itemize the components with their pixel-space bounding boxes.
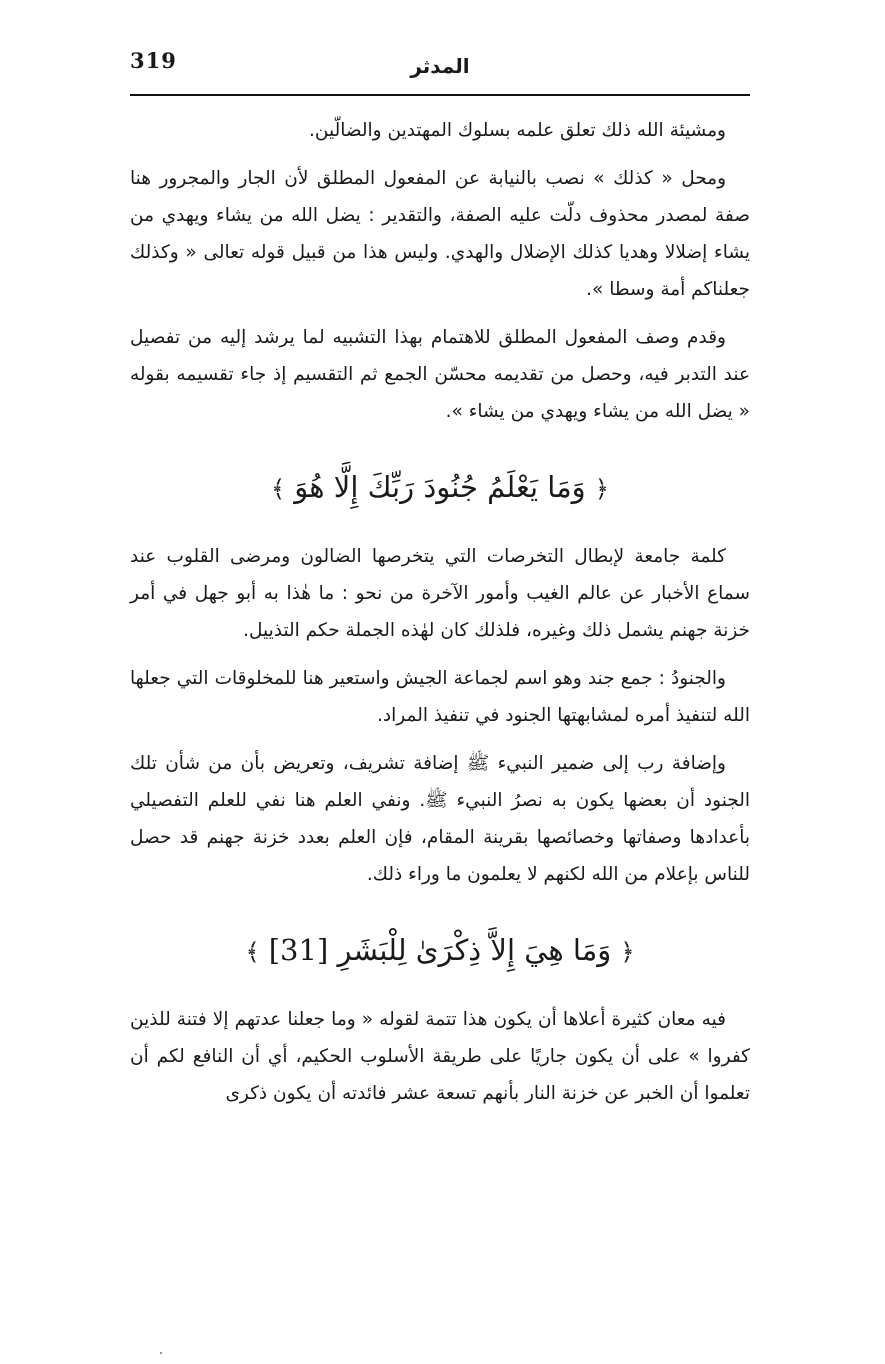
paragraph: كلمة جامعة لإبطال التخرصات التي يتخرصها الضالون ومرضى القلوب عند سماع الأخبار عن عالم الغيب وأمور الآخرة من نحو : ما هٰذا به أبو جهل في أمر خزنة جهنم يشمل ذلك وغيره، فلذلك كان لهٰذه الجملة حكم التذييل.: [130, 546, 750, 641]
page-body: [130, 112, 750, 1123]
verse-close-bracket: ﴾: [245, 938, 260, 966]
quran-verse: [130, 464, 750, 512]
page-header: [130, 44, 750, 94]
paragraph: فيه معان كثيرة أعلاها أن يكون هذا تتمة لقوله « وما جعلنا عدتهم إلا فتنة للذين كفروا » على أن يكون جاريًا على طريقة الأسلوب الحكيم، أي أن النافع لكم أن تعلموا أن الخبر عن خزنة النار بأنهم تسعة عشر فائدته أن يكون ذكرى: [130, 1009, 750, 1104]
running-title: المدثر: [410, 54, 470, 78]
verse-close-bracket: ﴾: [271, 475, 286, 503]
paragraph: ومحل « كذلك » نصب بالنيابة عن المفعول المطلق لأن الجار والمجرور هنا صفة لمصدر محذوف دلّت عليه الصفة، والتقدير : يضل الله من يشاء ويهدي من يشاء إضلالا وهديا كذلك الإضلال والهدي. وليس هذا من قبيل قوله تعالى « وكذلك جعلناكم أمة وسطا ».: [130, 168, 750, 300]
header-rule: [130, 94, 750, 96]
paragraph: وإضافة رب إلى ضمير النبيء ﷺ إضافة تشريف، وتعريض بأن من شأن تلك الجنود أن بعضها يكون به نصرُ النبيء ﷺ. ونفي العلم هنا نفي للعلم التفصيلي بأعدادها وصفاتها وخصائصها بقرينة المقام، فإن العلم بعدد خزنة جهنم قد حصل للناس بإعلام من الله لكنهم لا يعلمون ما وراء ذلك.: [130, 753, 750, 885]
paragraph: ومشيئة الله ذلك تعلق علمه بسلوك المهتدين والضالّين.: [309, 120, 726, 141]
verse-open-bracket: ﴿: [594, 475, 609, 503]
paragraph: وقدم وصف المفعول المطلق للاهتمام بهذا التشبيه لما يرشد إليه من تفصيل عند التدبر فيه، وحصل من تقديمه محسّن الجمع ثم التقسيم إذ جاء تقسيمه بقوله « يضل الله من يشاء ويهدي من يشاء ».: [130, 327, 750, 422]
verse-text: وَمَا هِيَ إِلاَّ ذِكْرَىٰ لِلْبَشَرِ [31]: [268, 933, 612, 967]
scan-speck: [160, 1352, 162, 1354]
verse-text: وَمَا يَعْلَمُ جُنُودَ رَبِّكَ إِلَّا هُوَ: [294, 470, 586, 504]
quran-verse: [130, 927, 750, 975]
paragraph: والجنودُ : جمع جند وهو اسم لجماعة الجيش واستعير هنا للمخلوقات التي جعلها الله لتنفيذ أمره لمشابهتها الجنود في تنفيذ المراد.: [130, 668, 750, 726]
verse-open-bracket: ﴿: [620, 938, 635, 966]
page-number: 319: [130, 48, 177, 73]
